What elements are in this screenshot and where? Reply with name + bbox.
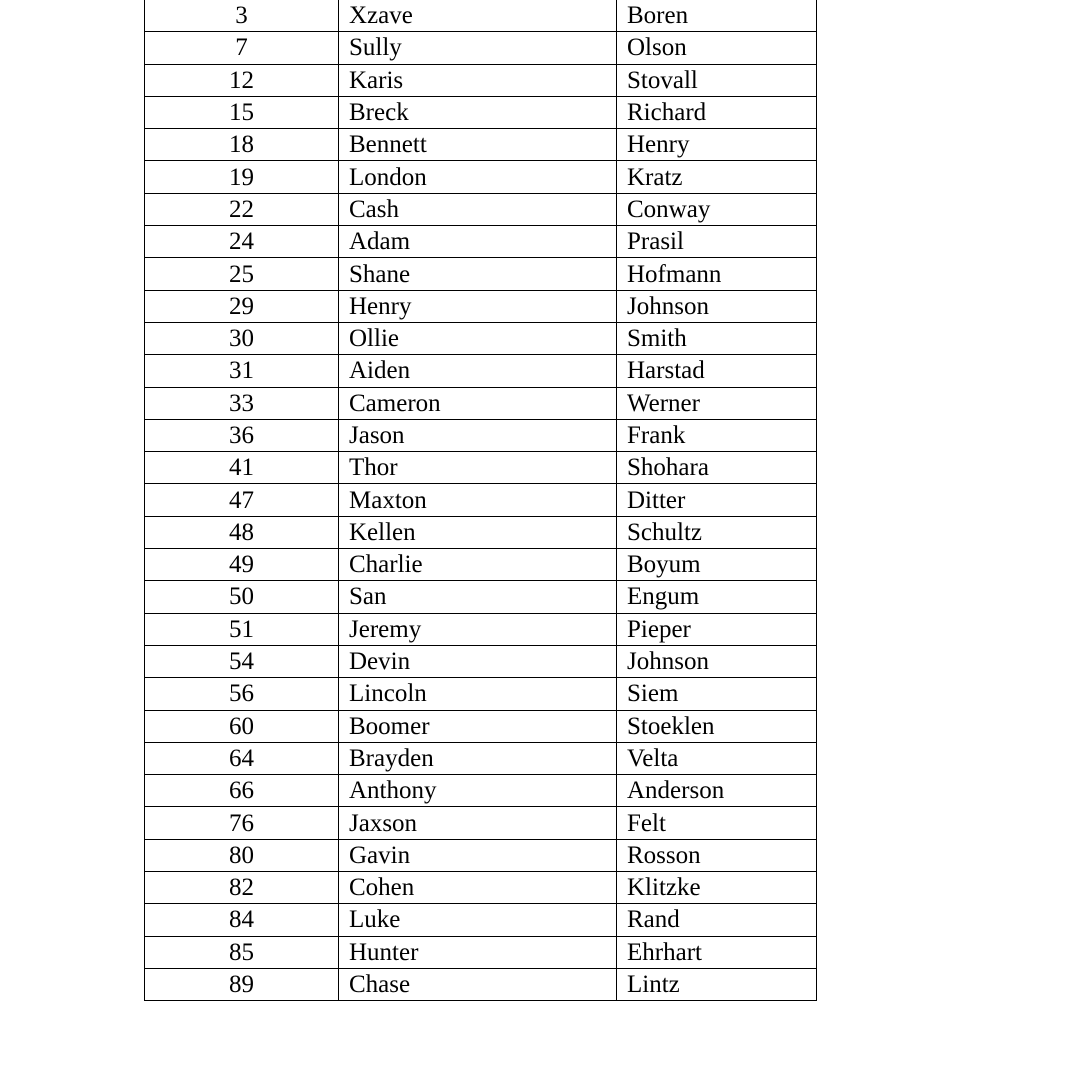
player-last-name-cell: Kratz: [617, 161, 817, 193]
player-number-cell: 60: [145, 710, 339, 742]
table-row: [145, 904, 817, 936]
player-first-name-cell: Ollie: [339, 322, 617, 354]
player-number-cell: 19: [145, 161, 339, 193]
player-number-cell: 12: [145, 64, 339, 96]
player-last-name-cell: Boren: [617, 0, 817, 32]
player-last-name-cell: Pieper: [617, 613, 817, 645]
player-last-name-cell: Stovall: [617, 64, 817, 96]
player-number-cell: 36: [145, 419, 339, 451]
table-row: [145, 0, 817, 32]
table-row: [145, 129, 817, 161]
player-first-name-cell: Jeremy: [339, 613, 617, 645]
table-row: [145, 775, 817, 807]
table-row: [145, 807, 817, 839]
player-number-cell: 56: [145, 678, 339, 710]
player-last-name-cell: Ehrhart: [617, 936, 817, 968]
table-row: [145, 645, 817, 677]
player-first-name-cell: Sully: [339, 32, 617, 64]
table-row: [145, 226, 817, 258]
player-last-name-cell: Rosson: [617, 839, 817, 871]
table-row: [145, 387, 817, 419]
player-last-name-cell: Frank: [617, 419, 817, 451]
player-last-name-cell: Olson: [617, 32, 817, 64]
player-last-name-cell: Conway: [617, 193, 817, 225]
player-first-name-cell: Thor: [339, 452, 617, 484]
player-number-cell: 48: [145, 516, 339, 548]
player-number-cell: 64: [145, 742, 339, 774]
player-last-name-cell: Henry: [617, 129, 817, 161]
player-last-name-cell: Shohara: [617, 452, 817, 484]
player-last-name-cell: Velta: [617, 742, 817, 774]
player-number-cell: 7: [145, 32, 339, 64]
player-first-name-cell: Shane: [339, 258, 617, 290]
player-last-name-cell: Felt: [617, 807, 817, 839]
player-first-name-cell: Xzave: [339, 0, 617, 32]
table-row: [145, 678, 817, 710]
player-first-name-cell: Gavin: [339, 839, 617, 871]
player-number-cell: 31: [145, 355, 339, 387]
table-row: [145, 936, 817, 968]
player-last-name-cell: Lintz: [617, 968, 817, 1000]
player-first-name-cell: Hunter: [339, 936, 617, 968]
table-row: [145, 742, 817, 774]
table-row: [145, 968, 817, 1000]
player-number-cell: 41: [145, 452, 339, 484]
player-number-cell: 76: [145, 807, 339, 839]
player-last-name-cell: Rand: [617, 904, 817, 936]
player-last-name-cell: Engum: [617, 581, 817, 613]
player-last-name-cell: Schultz: [617, 516, 817, 548]
table-row: [145, 549, 817, 581]
player-number-cell: 66: [145, 775, 339, 807]
player-first-name-cell: Devin: [339, 645, 617, 677]
player-last-name-cell: Siem: [617, 678, 817, 710]
table-row: [145, 419, 817, 451]
player-first-name-cell: Jaxson: [339, 807, 617, 839]
player-first-name-cell: Bennett: [339, 129, 617, 161]
player-last-name-cell: Boyum: [617, 549, 817, 581]
table-row: [145, 581, 817, 613]
player-last-name-cell: Johnson: [617, 290, 817, 322]
player-last-name-cell: Harstad: [617, 355, 817, 387]
player-first-name-cell: Karis: [339, 64, 617, 96]
player-last-name-cell: Hofmann: [617, 258, 817, 290]
table-row: [145, 839, 817, 871]
table-row: [145, 872, 817, 904]
player-last-name-cell: Stoeklen: [617, 710, 817, 742]
player-number-cell: 84: [145, 904, 339, 936]
player-first-name-cell: Luke: [339, 904, 617, 936]
player-first-name-cell: Charlie: [339, 549, 617, 581]
player-first-name-cell: Cohen: [339, 872, 617, 904]
player-number-cell: 85: [145, 936, 339, 968]
player-first-name-cell: Lincoln: [339, 678, 617, 710]
table-row: [145, 32, 817, 64]
player-first-name-cell: San: [339, 581, 617, 613]
player-first-name-cell: Chase: [339, 968, 617, 1000]
table-row: [145, 613, 817, 645]
table-row: [145, 290, 817, 322]
player-number-cell: 54: [145, 645, 339, 677]
player-first-name-cell: London: [339, 161, 617, 193]
player-number-cell: 49: [145, 549, 339, 581]
player-number-cell: 18: [145, 129, 339, 161]
player-first-name-cell: Anthony: [339, 775, 617, 807]
table-row: [145, 452, 817, 484]
player-first-name-cell: Jason: [339, 419, 617, 451]
table-row: [145, 258, 817, 290]
player-first-name-cell: Cameron: [339, 387, 617, 419]
table-row: [145, 96, 817, 128]
player-number-cell: 33: [145, 387, 339, 419]
player-first-name-cell: Breck: [339, 96, 617, 128]
player-number-cell: 29: [145, 290, 339, 322]
player-first-name-cell: Cash: [339, 193, 617, 225]
table-row: [145, 355, 817, 387]
player-number-cell: 82: [145, 872, 339, 904]
table-row: [145, 322, 817, 354]
player-first-name-cell: Aiden: [339, 355, 617, 387]
player-number-cell: 30: [145, 322, 339, 354]
player-first-name-cell: Boomer: [339, 710, 617, 742]
player-number-cell: 25: [145, 258, 339, 290]
player-first-name-cell: Kellen: [339, 516, 617, 548]
player-number-cell: 3: [145, 0, 339, 32]
player-last-name-cell: Anderson: [617, 775, 817, 807]
player-number-cell: 15: [145, 96, 339, 128]
player-number-cell: 51: [145, 613, 339, 645]
player-last-name-cell: Prasil: [617, 226, 817, 258]
roster-table: [144, 0, 817, 1001]
player-last-name-cell: Richard: [617, 96, 817, 128]
player-number-cell: 50: [145, 581, 339, 613]
player-last-name-cell: Smith: [617, 322, 817, 354]
table-row: [145, 161, 817, 193]
player-number-cell: 89: [145, 968, 339, 1000]
player-last-name-cell: Klitzke: [617, 872, 817, 904]
player-number-cell: 80: [145, 839, 339, 871]
player-number-cell: 47: [145, 484, 339, 516]
table-row: [145, 516, 817, 548]
player-first-name-cell: Brayden: [339, 742, 617, 774]
table-row: [145, 64, 817, 96]
table-row: [145, 193, 817, 225]
player-number-cell: 22: [145, 193, 339, 225]
player-last-name-cell: Ditter: [617, 484, 817, 516]
player-first-name-cell: Adam: [339, 226, 617, 258]
player-first-name-cell: Henry: [339, 290, 617, 322]
roster-table-body: [145, 0, 817, 1001]
player-first-name-cell: Maxton: [339, 484, 617, 516]
table-row: [145, 484, 817, 516]
player-number-cell: 24: [145, 226, 339, 258]
table-row: [145, 710, 817, 742]
player-last-name-cell: Werner: [617, 387, 817, 419]
player-last-name-cell: Johnson: [617, 645, 817, 677]
